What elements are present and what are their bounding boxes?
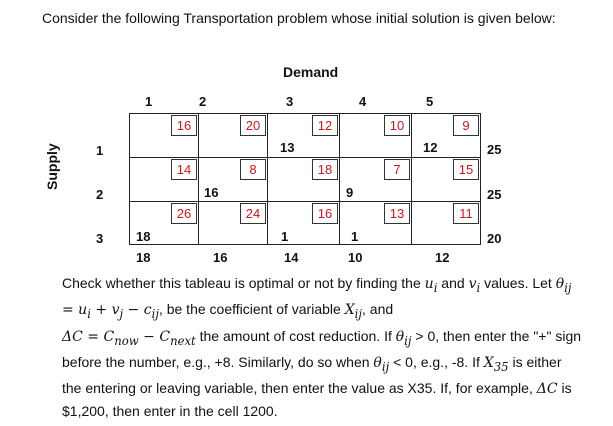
grid-line [198,113,199,245]
instructions-text: Check whether this tableau is optimal or not by finding the $u_i$ and $v_i$ values. Let $\theta_{ij} = u_i + v_j - c_{ij}$, be the coefficient of variable $X_{ij}$, and $\Delta C = C_{now} - C_{next}$ the amount of cost reduction. If $\theta_{ij} > 0$, then enter the "+" sign before the number, e.g., +8. Similarly, do so when $\theta_{ij} < 0$, e.g., -8. If $X_{35}$ is either the entering or leaving variable, then enter the value as X35. If, for example, ΔC is $1,200, then enter in the cell 1200. [62,275,582,419]
supply-label: Supply [44,143,60,190]
demand-value-5: 12 [435,250,450,265]
x35-variable: $X_{35}$ [483,354,509,374]
destination-header-5: 5 [426,94,434,109]
cost-cell-1-4: 10 [384,115,410,136]
destination-header-4: 4 [359,94,367,109]
allocation-2-4: 9 [346,185,354,200]
grid-line [129,157,481,158]
demand-value-1: 18 [136,250,151,265]
v-variable: $v_i$ [468,276,481,295]
x-variable: $X_{ij}$ [344,302,362,322]
destination-header-3: 3 [286,94,294,109]
demand-value-4: 10 [348,250,363,265]
theta-definition: $\theta_{ij} = u_i + v_j - c_{ij}$ [62,276,572,322]
grid-line [129,201,481,202]
cost-cell-1-1: 16 [171,115,197,136]
grid-line [129,244,481,245]
demand-value-2: 16 [213,250,228,265]
source-header-1: 1 [96,143,104,158]
cost-cell-2-3: 18 [312,159,338,180]
demand-value-3: 14 [284,250,299,265]
source-header-3: 3 [96,231,104,246]
grid-line [480,113,481,245]
u-variable: $u_i$ [424,276,438,295]
intro-text: Consider the following Transportation problem whose initial solution is given below: [42,10,556,26]
delta-c-symbol: ΔC [536,381,558,398]
theta-symbol: $\theta_{ij}$ [373,354,390,374]
cost-cell-3-4: 13 [384,203,410,224]
demand-label: Demand [283,64,339,80]
allocation-1-3: 13 [280,140,295,155]
cost-cell-1-5: 9 [453,115,479,136]
cost-cell-3-5: 11 [453,203,479,224]
theta-symbol: $\theta_{ij}$ [395,328,412,348]
cost-cell-1-3: 12 [312,115,338,136]
allocation-3-3: 1 [281,229,289,244]
allocation-3-4: 1 [351,229,359,244]
delta-c-definition: $\Delta C = C_{now} - C_{next}$ [62,328,196,348]
supply-value-3: 20 [487,231,502,246]
destination-header-2: 2 [199,94,207,109]
supply-value-1: 25 [487,142,502,157]
cost-cell-3-1: 26 [171,203,197,224]
cost-cell-2-5: 15 [453,159,479,180]
cost-cell-3-2: 24 [240,203,266,224]
cost-cell-3-3: 16 [312,203,338,224]
source-header-2: 2 [96,187,104,202]
cost-cell-2-1: 14 [171,159,197,180]
grid-line [267,113,268,245]
allocation-2-2: 16 [204,185,219,200]
cost-cell-2-2: 8 [240,159,266,180]
destination-header-1: 1 [145,94,153,109]
cost-cell-2-4: 7 [384,159,410,180]
allocation-3-1: 18 [136,229,151,244]
grid-line [411,113,412,245]
grid-line [339,113,340,245]
cost-cell-1-2: 20 [240,115,266,136]
supply-value-2: 25 [487,187,502,202]
allocation-1-5: 12 [423,140,438,155]
